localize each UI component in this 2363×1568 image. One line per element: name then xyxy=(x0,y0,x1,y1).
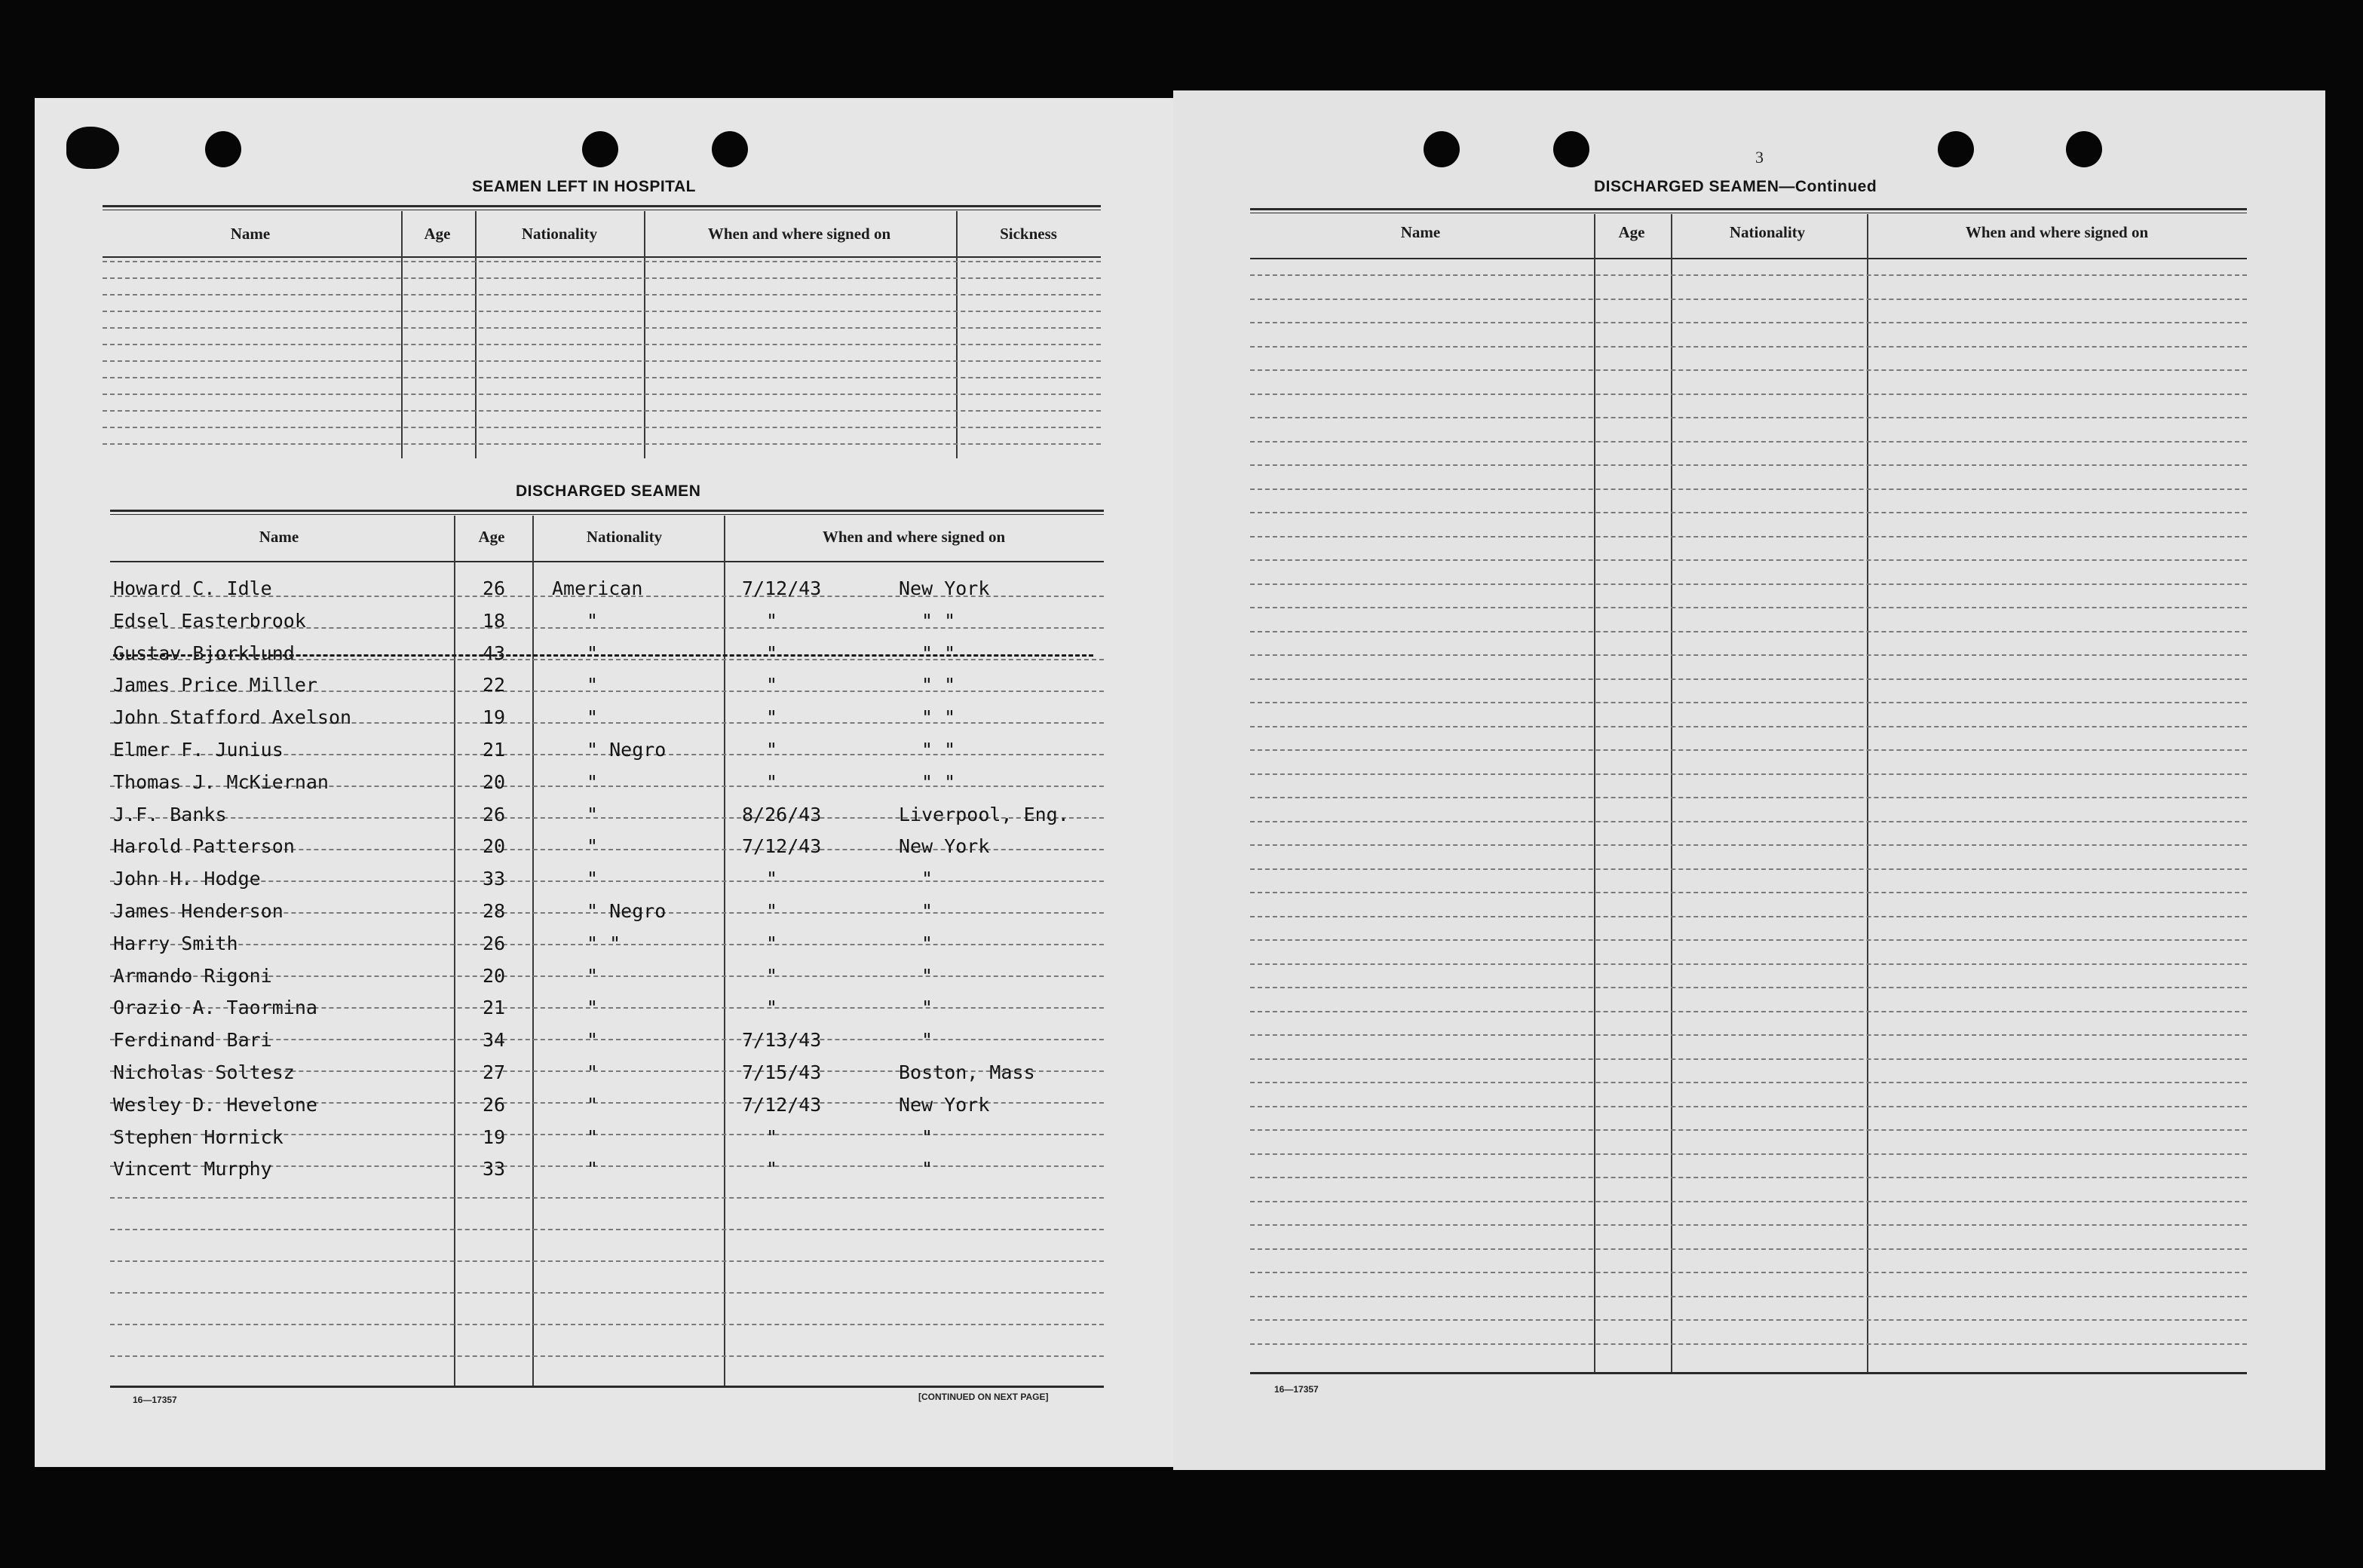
row-line xyxy=(103,277,1101,279)
signed-on-place: New York xyxy=(899,835,990,858)
signed-on-place: " xyxy=(921,1029,933,1052)
column-divider xyxy=(401,211,403,458)
seaman-nationality: " xyxy=(587,868,599,890)
row-line xyxy=(1250,654,2247,656)
seaman-nationality: " xyxy=(587,706,599,729)
row-line xyxy=(1250,512,2247,513)
header-rule xyxy=(1250,258,2247,259)
row-line xyxy=(1250,963,2247,965)
row-line xyxy=(103,427,1101,428)
column-header: Sickness xyxy=(1000,225,1057,243)
seaman-nationality: " xyxy=(587,609,599,632)
row-line xyxy=(1250,1319,2247,1321)
row-line xyxy=(1250,1272,2247,1273)
table-bottom-rule xyxy=(1250,1372,2247,1374)
row-line xyxy=(1250,631,2247,632)
signed-on-date: 7/12/43 xyxy=(742,1093,822,1116)
strike-through xyxy=(113,654,1093,657)
row-line xyxy=(103,261,1101,262)
seaman-nationality: " xyxy=(587,997,599,1019)
punch-hole xyxy=(1938,131,1974,167)
signed-on-place: " " xyxy=(921,674,956,697)
signed-on-place: New York xyxy=(899,1093,990,1116)
column-header: Name xyxy=(1400,223,1441,241)
row-line xyxy=(1250,559,2247,561)
seaman-age: 26 xyxy=(483,803,506,825)
signed-on-date: 7/15/43 xyxy=(742,1061,822,1083)
row-line xyxy=(1250,1224,2247,1226)
row-line xyxy=(1250,488,2247,490)
signed-on-date: " xyxy=(766,739,778,761)
seaman-name: Harry Smith xyxy=(113,932,238,954)
row-line xyxy=(1250,1296,2247,1297)
page-number: 3 xyxy=(1755,148,1764,167)
table-bottom-rule xyxy=(110,1386,1104,1388)
row-line xyxy=(1250,536,2247,537)
signed-on-date: " xyxy=(766,642,778,664)
row-line xyxy=(103,443,1101,445)
row-line xyxy=(103,377,1101,378)
signed-on-place: " xyxy=(921,997,933,1019)
seaman-age: 22 xyxy=(483,674,506,697)
form-number: 16—17357 xyxy=(1274,1384,1319,1395)
column-header: Nationality xyxy=(586,528,663,546)
seaman-nationality: " xyxy=(587,835,599,858)
seaman-name: Edsel Easterbrook xyxy=(113,609,306,632)
column-divider xyxy=(724,516,725,1386)
signed-on-place: " " xyxy=(921,609,956,632)
seaman-name: J.F. Banks xyxy=(113,803,227,825)
column-header: When and where signed on xyxy=(1965,223,2149,241)
row-line xyxy=(1250,939,2247,941)
signed-on-date: " xyxy=(766,770,778,793)
row-line xyxy=(1250,987,2247,988)
signed-on-date: 7/13/43 xyxy=(742,1029,822,1052)
seaman-name: Vincent Murphy xyxy=(113,1158,272,1181)
signed-on-place: " " xyxy=(921,706,956,729)
column-header: When and where signed on xyxy=(707,225,891,243)
signed-on-date: " xyxy=(766,997,778,1019)
signed-on-date: " xyxy=(766,674,778,697)
seaman-name: Ferdinand Bari xyxy=(113,1029,272,1052)
row-line xyxy=(1250,346,2247,348)
signed-on-place: " xyxy=(921,1158,933,1181)
row-line xyxy=(1250,299,2247,300)
column-header: Age xyxy=(1618,223,1645,241)
column-header: Age xyxy=(478,528,505,546)
seaman-name: John H. Hodge xyxy=(113,868,261,890)
row-line xyxy=(103,394,1101,395)
column-divider xyxy=(1594,214,1595,1372)
seaman-nationality: " xyxy=(587,1158,599,1181)
seaman-name: Gustav Bjorklund xyxy=(113,642,295,664)
row-line xyxy=(1250,1201,2247,1202)
seaman-nationality: " xyxy=(587,642,599,664)
row-line xyxy=(110,1324,1104,1325)
row-line xyxy=(1250,726,2247,727)
seaman-age: 27 xyxy=(483,1061,506,1083)
column-header: Age xyxy=(424,225,451,243)
row-line xyxy=(1250,1082,2247,1083)
signed-on-place: Boston, Mass xyxy=(899,1061,1035,1083)
column-divider xyxy=(475,211,477,458)
row-line xyxy=(103,410,1101,412)
signed-on-place: " xyxy=(921,1125,933,1148)
signed-on-place: " xyxy=(921,868,933,890)
row-line xyxy=(110,1197,1104,1199)
seaman-name: Stephen Hornick xyxy=(113,1125,283,1148)
row-line xyxy=(1250,678,2247,680)
column-divider xyxy=(454,516,455,1386)
table-top-rule xyxy=(103,205,1101,207)
seaman-age: 26 xyxy=(483,577,506,599)
seaman-age: 21 xyxy=(483,997,506,1019)
seaman-name: Thomas J. McKiernan xyxy=(113,770,329,793)
signed-on-place: " xyxy=(921,900,933,922)
column-divider xyxy=(956,211,958,458)
row-line xyxy=(1250,1034,2247,1036)
seaman-nationality: " " xyxy=(587,932,621,954)
seaman-nationality: " Negro xyxy=(587,739,667,761)
seaman-nationality: American xyxy=(552,577,643,599)
continued-note: [CONTINUED ON NEXT PAGE] xyxy=(918,1392,1049,1402)
column-header: When and where signed on xyxy=(822,528,1006,546)
row-line xyxy=(1250,1129,2247,1131)
row-line xyxy=(1250,797,2247,798)
row-line xyxy=(1250,274,2247,276)
row-line xyxy=(1250,1153,2247,1155)
seaman-age: 26 xyxy=(483,932,506,954)
signed-on-place: " xyxy=(921,964,933,987)
column-divider xyxy=(644,211,645,458)
seaman-name: Orazio A. Taormina xyxy=(113,997,317,1019)
row-line xyxy=(103,344,1101,345)
seaman-name: Harold Patterson xyxy=(113,835,295,858)
punch-hole xyxy=(2066,131,2102,167)
column-header: Nationality xyxy=(1729,223,1806,241)
seaman-age: 26 xyxy=(483,1093,506,1116)
discharged-section-title: DISCHARGED SEAMEN xyxy=(516,482,701,500)
punch-hole xyxy=(205,131,241,167)
signed-on-place: " " xyxy=(921,739,956,761)
seaman-nationality: " Negro xyxy=(587,900,667,922)
row-line xyxy=(1250,844,2247,846)
column-divider xyxy=(1671,214,1672,1372)
right-page xyxy=(1173,90,2325,1470)
seaman-age: 33 xyxy=(483,868,506,890)
punch-hole xyxy=(1553,131,1589,167)
signed-on-date: 7/12/43 xyxy=(742,577,822,599)
punch-hole xyxy=(1424,131,1460,167)
table-top-rule xyxy=(110,514,1104,515)
row-line xyxy=(1250,892,2247,893)
row-line xyxy=(103,294,1101,296)
row-line xyxy=(1250,749,2247,751)
seaman-name: James Price Miller xyxy=(113,674,317,697)
signed-on-place: " " xyxy=(921,642,956,664)
row-line xyxy=(103,327,1101,329)
row-line xyxy=(1250,583,2247,585)
seaman-nationality: " xyxy=(587,1125,599,1148)
seaman-name: James Henderson xyxy=(113,900,283,922)
row-line xyxy=(1250,607,2247,608)
seaman-age: 20 xyxy=(483,964,506,987)
row-line xyxy=(110,1292,1104,1294)
seaman-age: 20 xyxy=(483,835,506,858)
seaman-age: 19 xyxy=(483,1125,506,1148)
seaman-name: Wesley D. Hevelone xyxy=(113,1093,317,1116)
signed-on-date: " xyxy=(766,1125,778,1148)
column-divider xyxy=(532,516,534,1386)
row-line xyxy=(1250,464,2247,466)
seaman-nationality: " xyxy=(587,964,599,987)
column-divider xyxy=(1867,214,1868,1372)
punch-hole xyxy=(582,131,618,167)
signed-on-date: " xyxy=(766,964,778,987)
seaman-name: Elmer F. Junius xyxy=(113,739,283,761)
row-line xyxy=(1250,1177,2247,1178)
signed-on-place: " xyxy=(921,932,933,954)
row-line xyxy=(110,1260,1104,1262)
seaman-age: 33 xyxy=(483,1158,506,1181)
seaman-name: John Stafford Axelson xyxy=(113,706,352,729)
row-line xyxy=(1250,1058,2247,1060)
header-rule xyxy=(103,256,1101,258)
header-rule xyxy=(110,561,1104,562)
seaman-nationality: " xyxy=(587,1029,599,1052)
row-line xyxy=(1250,394,2247,395)
signed-on-date: " xyxy=(766,609,778,632)
row-line xyxy=(1250,441,2247,443)
signed-on-place: Liverpool, Eng. xyxy=(899,803,1069,825)
punch-hole xyxy=(712,131,748,167)
row-line xyxy=(1250,773,2247,775)
row-line xyxy=(1250,322,2247,323)
hospital-section-title: SEAMEN LEFT IN HOSPITAL xyxy=(472,178,696,195)
seaman-nationality: " xyxy=(587,770,599,793)
signed-on-place: " " xyxy=(921,770,956,793)
seaman-nationality: " xyxy=(587,1061,599,1083)
signed-on-date: 8/26/43 xyxy=(742,803,822,825)
table-top-rule xyxy=(1250,208,2247,210)
seaman-nationality: " xyxy=(587,674,599,697)
seaman-nationality: " xyxy=(587,1093,599,1116)
row-line xyxy=(110,1229,1104,1230)
signed-on-date: " xyxy=(766,932,778,954)
signed-on-date: " xyxy=(766,868,778,890)
seaman-age: 19 xyxy=(483,706,506,729)
seaman-name: Howard C. Idle xyxy=(113,577,272,599)
row-line xyxy=(1250,1106,2247,1107)
seaman-age: 21 xyxy=(483,739,506,761)
signed-on-date: " xyxy=(766,1158,778,1181)
row-line xyxy=(1250,417,2247,418)
signed-on-date: " xyxy=(766,900,778,922)
continued-section-title: DISCHARGED SEAMEN—Continued xyxy=(1594,178,1877,195)
column-header: Nationality xyxy=(521,225,598,243)
row-line xyxy=(1250,821,2247,822)
signed-on-date: " xyxy=(766,706,778,729)
row-line xyxy=(1250,916,2247,917)
row-line xyxy=(1250,1011,2247,1012)
row-line xyxy=(1250,702,2247,703)
signed-on-date: 7/12/43 xyxy=(742,835,822,858)
row-line xyxy=(1250,868,2247,870)
column-header: Name xyxy=(230,225,271,243)
seaman-age: 28 xyxy=(483,900,506,922)
seaman-age: 43 xyxy=(483,642,506,664)
row-line xyxy=(1250,1248,2247,1250)
row-line xyxy=(110,1355,1104,1357)
seaman-age: 18 xyxy=(483,609,506,632)
seaman-age: 20 xyxy=(483,770,506,793)
seaman-nationality: " xyxy=(587,803,599,825)
table-top-rule xyxy=(110,510,1104,512)
seaman-name: Nicholas Soltesz xyxy=(113,1061,295,1083)
row-line xyxy=(1250,369,2247,371)
seaman-age: 34 xyxy=(483,1029,506,1052)
signed-on-place: New York xyxy=(899,577,990,599)
seaman-name: Armando Rigoni xyxy=(113,964,272,987)
row-line xyxy=(103,360,1101,362)
ink-blot xyxy=(66,127,119,169)
row-line xyxy=(1250,1343,2247,1345)
row-line xyxy=(103,311,1101,312)
form-number: 16—17357 xyxy=(133,1395,177,1405)
column-header: Name xyxy=(259,528,299,546)
